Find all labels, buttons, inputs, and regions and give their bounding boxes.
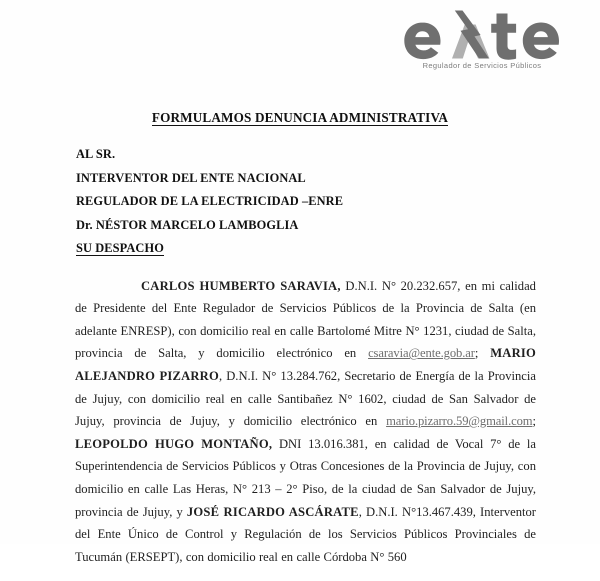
addressee-text: REGULADOR DE LA ELECTRICIDAD –ENRE (76, 194, 344, 208)
addressee-text: SU DESPACHO (76, 241, 164, 255)
addressee-line-3 (76, 190, 536, 214)
logo-tagline: Regulador de Servicios Públicos (422, 61, 542, 70)
ente-logo (382, 8, 582, 70)
addressee-line-4 (76, 214, 536, 238)
body-paragraph (75, 275, 536, 569)
ente-wordmark-icon (382, 8, 582, 60)
addressee-text: INTERVENTOR DEL ENTE NACIONAL (76, 170, 306, 185)
party-name-montano: LEOPOLDO HUGO MONTAÑO, (75, 436, 273, 451)
body-text-5: DNI 13.016.381, en calidad de Vocal 7° de la Superintendencia de Servicios Públicos y Otras Concesiones de la Provincia de Jujuy, con domicilio en calle Las Heras, N° 213 – 2° Piso, de la ciudad de San Salvador de Jujuy, provincia de Jujuy, y (75, 436, 536, 519)
body-text-6: , D.N.I. N°13.467.439, Interventor del Ente Único de Control y Regulación de los Servicios Públicos Provinciales de Tucumán (ERSEPT), con domicilio real en calle Córdoba N° 560 (75, 504, 537, 564)
addressee-line-1 (76, 143, 536, 167)
email-link-pizarro[interactable]: mario.pizarro.59@gmail.com (386, 414, 533, 429)
page-title (0, 110, 600, 126)
party-name-pizarro: MARIO ALEJANDRO PIZARRO (75, 346, 536, 383)
party-name-ascarate: JOSÉ RICARDO ASCÁRATE (186, 504, 359, 519)
email-link-saravia[interactable]: csaravia@ente.gob.ar (368, 346, 475, 361)
body-text-2: ; (474, 346, 491, 361)
addressee-text: AL SR. (76, 147, 116, 161)
page-title-text: FORMULAMOS DENUNCIA ADMINISTRATIVA (151, 110, 449, 125)
body-block (75, 262, 536, 581)
addressee-text: Dr. NÉSTOR MARCELO LAMBOGLIA (76, 217, 299, 232)
addressee-line-5 (76, 237, 536, 261)
addressee-block (76, 143, 536, 261)
body-text-1: D.N.I. N° 20.232.657, en mi calidad de Presidente del Ente Regulador de Servicios Públicos de la Provincia de Salta (en adelante ENRESP), con domicilio real en calle Bartolomé Mitre N° 1231, ciudad de Salta, provincia de Salta, y domicilio electrónico en (75, 278, 536, 361)
body-text-3: , D.N.I. N° 13.284.762, Secretario de Energía de la Provincia de Jujuy, con domicilio real en calle Santibañez N° 1602, ciudad de San Salvador de Jujuy, provincia de Jujuy, y domicilio electrónico en (75, 368, 536, 429)
addressee-line-2 (76, 167, 536, 191)
party-name-saravia: CARLOS HUMBERTO SARAVIA, (141, 278, 341, 293)
body-text-4: ; (532, 414, 536, 429)
